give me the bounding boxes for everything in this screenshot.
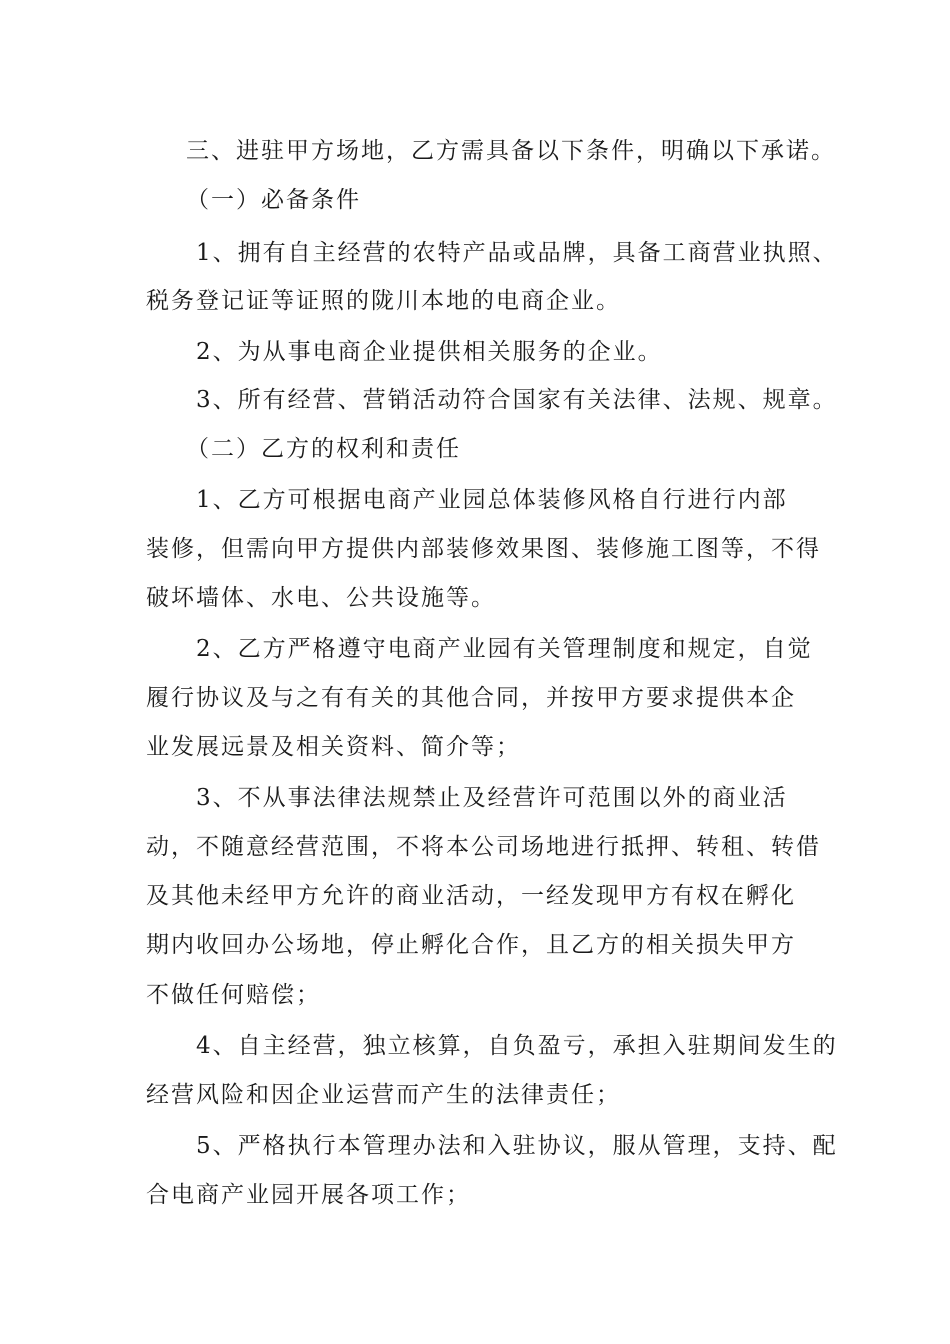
- paragraph-line: 合电商产业园开展各项工作；: [146, 1182, 471, 1208]
- paragraph-line: 税务登记证等证照的陇川本地的电商企业。: [146, 288, 621, 314]
- paragraph-line: 履行协议及与之有有关的其他合同，并按甲方要求提供本企: [146, 685, 796, 711]
- paragraph-line: 1、乙方可根据电商产业园总体装修风格自行进行内部: [196, 487, 788, 513]
- paragraph-line: 动，不随意经营范围，不将本公司场地进行抵押、转租、转借: [146, 834, 821, 860]
- paragraph-line: 4、自主经营，独立核算，自负盈亏，承担入驻期间发生的: [196, 1033, 838, 1059]
- paragraph-line: 经营风险和因企业运营而产生的法律责任；: [146, 1082, 621, 1108]
- paragraph-line: 业发展远景及相关资料、简介等；: [146, 734, 521, 760]
- paragraph-line: 3、所有经营、营销活动符合国家有关法律、法规、规章。: [196, 387, 838, 413]
- paragraph-line: 及其他未经甲方允许的商业活动，一经发现甲方有权在孵化: [146, 883, 796, 909]
- paragraph-line: 装修，但需向甲方提供内部装修效果图、装修施工图等，不得: [146, 536, 821, 562]
- paragraph-line: 1、拥有自主经营的农特产品或品牌，具备工商营业执照、: [196, 240, 838, 266]
- subheading-required-conditions: （一）必备条件: [186, 187, 361, 213]
- subheading-rights-responsibilities: （二）乙方的权利和责任: [186, 436, 461, 462]
- paragraph-line: 3、不从事法律法规禁止及经营许可范围以外的商业活: [196, 785, 788, 811]
- heading-section-3: 三、进驻甲方场地，乙方需具备以下条件，明确以下承诺。: [186, 138, 836, 164]
- paragraph-line: 期内收回办公场地，停止孵化合作，且乙方的相关损失甲方: [146, 932, 796, 958]
- paragraph-line: 破坏墙体、水电、公共设施等。: [146, 585, 496, 611]
- paragraph-line: 2、为从事电商企业提供相关服务的企业。: [196, 339, 663, 365]
- paragraph-line: 5、严格执行本管理办法和入驻协议，服从管理，支持、配: [196, 1133, 838, 1159]
- paragraph-line: 2、乙方严格遵守电商产业园有关管理制度和规定，自觉: [196, 636, 813, 662]
- paragraph-line: 不做任何赔偿；: [146, 982, 321, 1008]
